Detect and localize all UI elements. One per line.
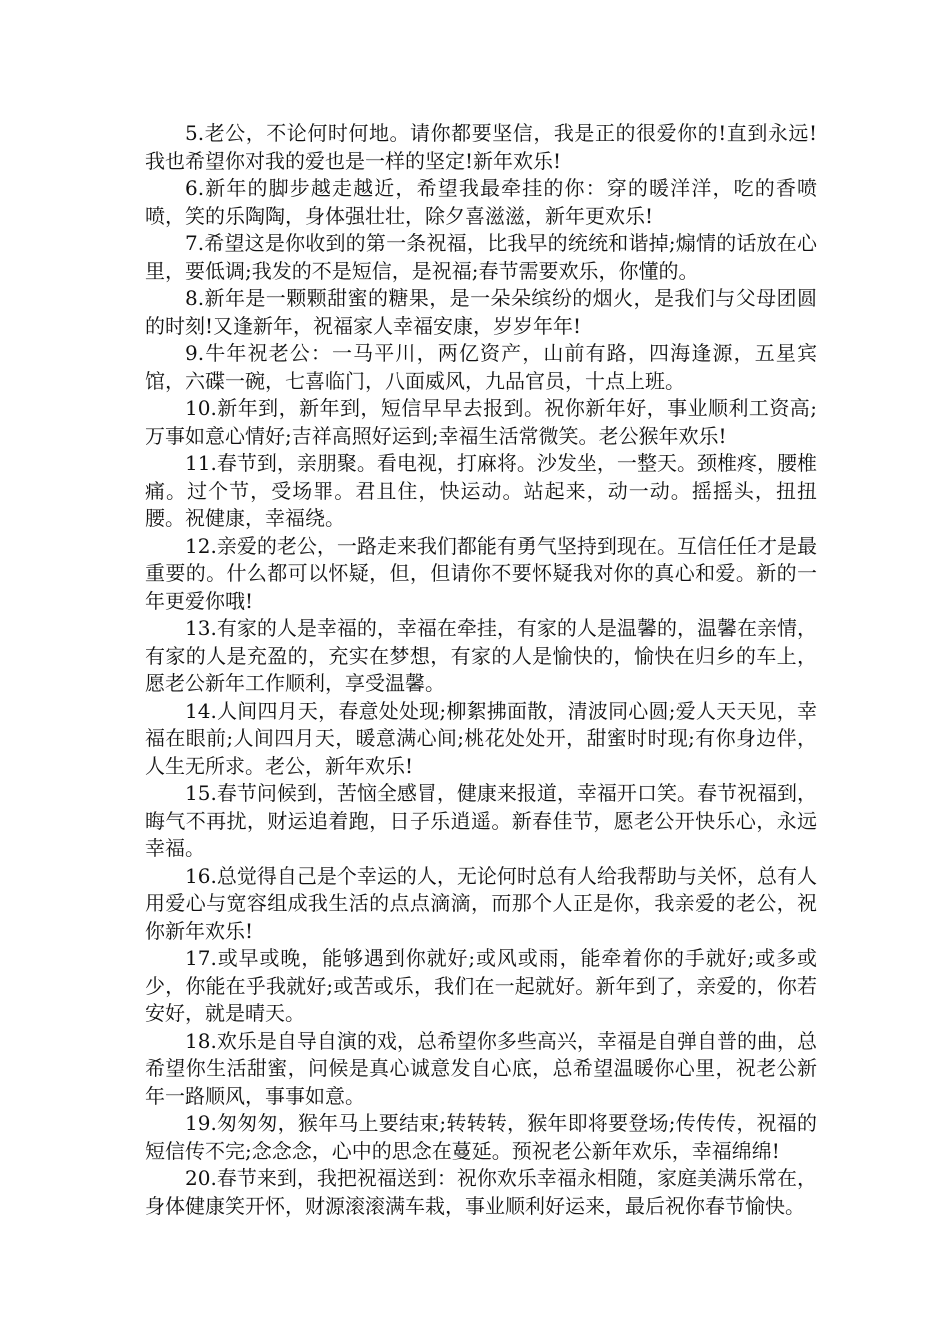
paragraph-18: 18.欢乐是自导自演的戏，总希望你多些高兴，幸福是自弹自普的曲，总希望你生活甜蜜，问候是真心诚意发自心底，总希望温暖你心里，祝老公新年一路顺风，事事如意。 [145,1028,817,1108]
paragraph-17: 17.或早或晚，能够遇到你就好;或风或雨，能牵着你的手就好;或多或少，你能在乎我就好;或苦或乐，我们在一起就好。新年到了，亲爱的，你若安好，就是晴天。 [145,946,817,1025]
paragraph-6: 6.新年的脚步越走越近，希望我最牵挂的你：穿的暖洋洋，吃的香喷喷，笑的乐陶陶，身体强壮壮，除夕喜滋滋，新年更欢乐! [145,176,817,228]
paragraph-16: 16.总觉得自己是个幸运的人，无论何时总有人给我帮助与关怀，总有人用爱心与宽容组成我生活的点点滴滴，而那个人正是你，我亲爱的老公，祝你新年欢乐! [145,863,817,943]
paragraph-14: 14.人间四月天，春意处处现;柳絮拂面散，清波同心圆;爱人天天见，幸福在眼前;人间四月天，暖意满心间;桃花处处开，甜蜜时时现;有你身边伴，人生无所求。老公，新年欢乐! [145,698,817,778]
paragraph-19: 19.匆匆匆，猴年马上要结束;转转转，猴年即将要登场;传传传，祝福的短信传不完;念念念，心中的思念在蔓延。预祝老公新年欢乐，幸福绵绵! [145,1111,817,1163]
paragraph-12: 12.亲爱的老公，一路走来我们都能有勇气坚持到现在。互信任任才是最重要的。什么都可以怀疑，但，但请你不要怀疑我对你的真心和爱。新的一年更爱你哦! [145,533,817,613]
document-body [145,120,817,1220]
paragraph-7: 7.希望这是你收到的第一条祝福，比我早的统统和谐掉;煽情的话放在心里，要低调;我发的不是短信，是祝福;春节需要欢乐，你懂的。 [145,231,817,283]
paragraph-11: 11.春节到，亲朋聚。看电视，打麻将。沙发坐，一整天。颈椎疼，腰椎痛。过个节，受场罪。君且住，快运动。站起来，动一动。摇摇头，扭扭腰。祝健康，幸福绕。 [145,451,817,530]
paragraph-10: 10.新年到，新年到，短信早早去报到。祝你新年好，事业顺利工资高;万事如意心情好;吉祥高照好运到;幸福生活常微笑。老公猴年欢乐! [145,396,817,448]
paragraph-5: 5.老公，不论何时何地。请你都要坚信，我是正的很爱你的!直到永远!我也希望你对我的爱也是一样的坚定!新年欢乐! [145,121,817,173]
paragraph-8: 8.新年是一颗颗甜蜜的糖果，是一朵朵缤纷的烟火，是我们与父母团圆的时刻!又逢新年，祝福家人幸福安康，岁岁年年! [145,286,817,338]
paragraph-13: 13.有家的人是幸福的，幸福在牵挂，有家的人是温馨的，温馨在亲情，有家的人是充盈的，充实在梦想，有家的人是愉快的，愉快在归乡的车上，愿老公新年工作顺利，享受温馨。 [145,616,817,695]
paragraph-20: 20.春节来到，我把祝福送到：祝你欢乐幸福永相随，家庭美满乐常在，身体健康笑开怀，财源滚滚满车栽，事业顺利好运来，最后祝你春节愉快。 [145,1166,817,1218]
paragraph-9: 9.牛年祝老公：一马平川，两亿资产，山前有路，四海逢源，五星宾馆，六碟一碗，七喜临门，八面威风，九品官员，十点上班。 [145,341,817,393]
paragraph-15: 15.春节问候到，苦恼全感冒，健康来报道，幸福开口笑。春节祝福到，晦气不再扰，财运追着跑，日子乐逍遥。新春佳节，愿老公开快乐心，永远幸福。 [145,781,817,860]
